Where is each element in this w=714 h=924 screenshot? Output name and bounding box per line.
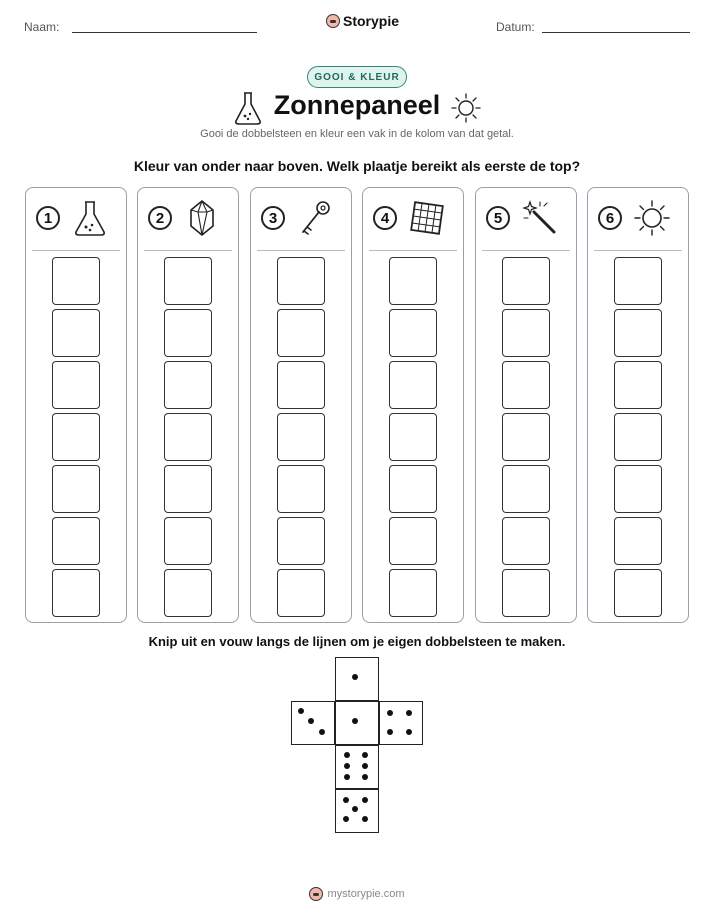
color-cell[interactable] [614,309,662,357]
color-cell[interactable] [502,257,550,305]
color-cell[interactable] [277,413,325,461]
color-cell[interactable] [164,309,212,357]
color-cell[interactable] [614,257,662,305]
color-cell[interactable] [502,361,550,409]
color-cell[interactable] [164,569,212,617]
color-cell[interactable] [614,361,662,409]
solar-panel-icon [407,198,447,238]
color-cell[interactable] [164,361,212,409]
color-cell[interactable] [389,361,437,409]
date-label: Datum: [496,20,535,34]
color-cell[interactable] [389,257,437,305]
color-cell[interactable] [52,413,100,461]
sun-icon [450,92,482,124]
color-cell[interactable] [614,465,662,513]
pip [298,708,304,714]
pip [387,729,393,735]
pip [406,729,412,735]
magic-wand-icon [520,198,560,238]
pip [362,816,368,822]
color-cell[interactable] [277,517,325,565]
pip [343,797,349,803]
pip [352,806,358,812]
color-cell[interactable] [502,309,550,357]
column-number: 2 [148,206,172,230]
footer [0,887,714,901]
color-cell[interactable] [277,257,325,305]
pip [362,763,368,769]
category-badge: GOOI & KLEUR [307,66,407,88]
pip [352,674,358,680]
flask-icon [70,198,110,238]
dice-face-1 [335,657,379,701]
sun-icon [632,198,672,238]
pig-logo-icon [326,14,340,28]
dice-face-5 [335,789,379,833]
column-5 [475,187,577,623]
color-cell[interactable] [164,465,212,513]
color-cell[interactable] [389,413,437,461]
column-number: 4 [373,206,397,230]
footer-url[interactable]: mystorypie.com [327,888,405,900]
column-number: 6 [598,206,622,230]
color-cell[interactable] [389,465,437,513]
color-cell[interactable] [52,257,100,305]
pig-logo-icon [309,887,323,901]
dice-instruction: Knip uit en vouw langs de lijnen om je eigen dobbelsteen te maken. [148,634,566,649]
color-cell[interactable] [277,465,325,513]
color-cell[interactable] [52,361,100,409]
pip [406,710,412,716]
dice-face-4 [379,701,423,745]
column-2 [137,187,239,623]
column-3 [250,187,352,623]
color-cell[interactable] [277,569,325,617]
brand-name: Storypie [343,13,400,29]
brand-logo [326,13,399,29]
pip [362,752,368,758]
pip [344,763,350,769]
color-cell[interactable] [502,517,550,565]
key-icon [295,198,335,238]
pip [319,729,325,735]
color-cell[interactable] [52,465,100,513]
column-6 [587,187,689,623]
dice-face-3 [291,701,335,745]
crystal-icon [182,198,222,238]
color-cell[interactable] [502,413,550,461]
page-title: Zonnepaneel [273,90,441,120]
instruction-text: Kleur van onder naar boven. Welk plaatje bereikt als eerste de top? [133,158,581,174]
color-cell[interactable] [277,309,325,357]
pip [308,718,314,724]
color-cell[interactable] [389,569,437,617]
pip [387,710,393,716]
color-cell[interactable] [389,309,437,357]
color-cell[interactable] [614,413,662,461]
color-cell[interactable] [164,413,212,461]
name-label: Naam: [24,20,60,34]
date-line [542,32,690,33]
color-cell[interactable] [52,309,100,357]
color-cell[interactable] [389,517,437,565]
pip [344,774,350,780]
column-number: 5 [486,206,510,230]
color-cell[interactable] [52,569,100,617]
color-cell[interactable] [277,361,325,409]
color-cell[interactable] [164,257,212,305]
color-cell[interactable] [614,569,662,617]
column-1 [25,187,127,623]
color-cell[interactable] [502,465,550,513]
pip [362,774,368,780]
column-4 [362,187,464,623]
pip [343,816,349,822]
color-cell[interactable] [52,517,100,565]
pip [344,752,350,758]
color-cell[interactable] [164,517,212,565]
dice-face-1-center [335,701,379,745]
page-subtitle: Gooi de dobbelsteen en kleur een vak in de kolom van dat getal. [200,128,514,140]
column-number: 1 [36,206,60,230]
column-number: 3 [261,206,285,230]
name-line [72,32,257,33]
pip [352,718,358,724]
pip [362,797,368,803]
color-cell[interactable] [502,569,550,617]
dice-face-6 [335,745,379,789]
color-cell[interactable] [614,517,662,565]
